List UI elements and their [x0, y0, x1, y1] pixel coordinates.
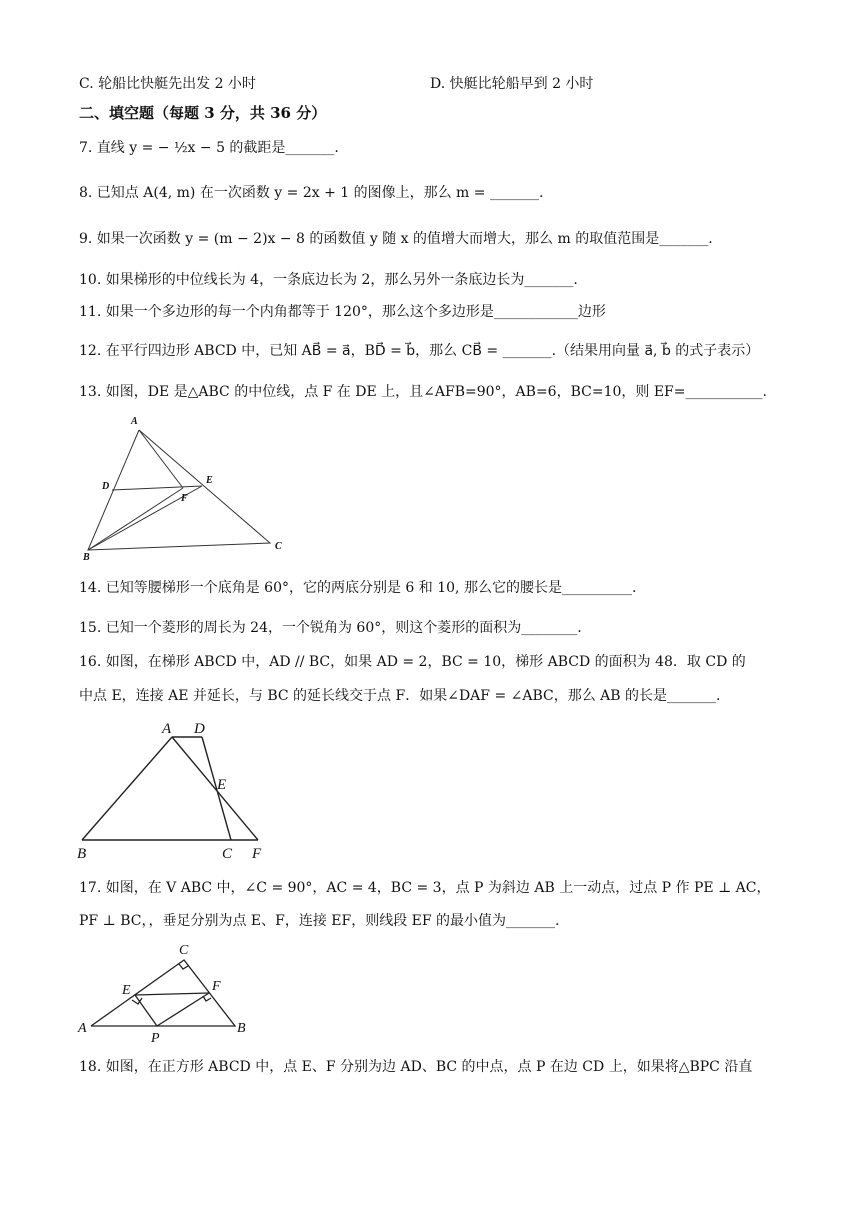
question-11: 11. 如果一个多边形的每一个内角都等于 120°，那么这个多边形是____________边形	[79, 304, 606, 320]
question-9: 9. 如果一次函数 y = (m − 2)x − 8 的函数值 y 随 x 的值增大而增大，那么 m 的取值范围是_______.	[79, 231, 713, 247]
option-d: D. 快艇比轮船早到 2 小时	[430, 76, 594, 92]
question-17-line-1: 17. 如图，在 V ABC 中，∠C = 90°，AC = 4，BC = 3，点 P 为斜边 AB 上一动点，过点 P 作 PE ⊥ AC，	[79, 880, 771, 896]
question-16-line-1: 16. 如图，在梯形 ABCD 中，AD // BC，如果 AD = 2，BC = 10，梯形 ABCD 的面积为 48．取 CD 的	[79, 654, 746, 670]
option-c: C. 轮船比快艇先出发 2 小时	[79, 76, 256, 92]
label-P: P	[151, 1031, 160, 1046]
label-A: A	[162, 721, 172, 737]
figure-q16-trapezoid	[72, 715, 282, 865]
question-16-line-2: 中点 E，连接 AE 并延长，与 BC 的延长线交于点 F．如果∠DAF = ∠ABC，那么 AB 的长是_______.	[79, 688, 721, 704]
label-F: F	[212, 979, 221, 994]
question-7: 7. 直线 y = − ½x − 5 的截距是_______.	[79, 140, 339, 156]
question-15: 15. 已知一个菱形的周长为 24，一个锐角为 60°，则这个菱形的面积为________.	[79, 620, 582, 636]
question-13: 13. 如图，DE 是△ABC 的中位线，点 F 在 DE 上，且∠AFB=90°，AB=6，BC=10，则 EF=___________.	[79, 384, 767, 400]
label-D: D	[194, 721, 205, 737]
question-10: 10. 如果梯形的中位线长为 4，一条底边长为 2，那么另外一条底边长为_______.	[79, 272, 578, 288]
label-C: C	[179, 943, 189, 958]
label-B: B	[83, 552, 90, 562]
question-8: 8. 已知点 A(4, m) 在一次函数 y = 2x + 1 的图像上，那么 m = _______.	[79, 185, 544, 201]
label-C: C	[222, 846, 233, 862]
question-18: 18. 如图，在正方形 ABCD 中，点 E、F 分别为边 AD、BC 的中点，点 P 在边 CD 上，如果将△BPC 沿直	[79, 1059, 753, 1075]
label-A: A	[78, 1021, 87, 1036]
section-title: 二、填空题（每题 3 分，共 36 分）	[79, 104, 327, 122]
label-E: E	[217, 777, 227, 793]
label-E: E	[122, 983, 131, 998]
question-17-line-2: PF ⊥ BC，，垂足分别为点 E、F，连接 EF，则线段 EF 的最小值为_______.	[79, 913, 560, 929]
question-12: 12. 在平行四边形 ABCD 中，已知 AB⃗ = a⃗，BD⃗ = b⃗，那么 CB⃗ = _______.（结果用向量 a⃗, b⃗ 的式子表示）	[79, 343, 760, 359]
label-F: F	[181, 493, 188, 504]
label-B: B	[77, 846, 87, 862]
label-E: E	[206, 475, 213, 486]
label-D: D	[102, 481, 110, 492]
label-B: B	[237, 1021, 246, 1036]
figure-q17-right-triangle	[75, 938, 265, 1048]
label-C: C	[275, 541, 282, 552]
label-A: A	[131, 416, 138, 427]
question-14: 14. 已知等腰梯形一个底角是 60°，它的两底分别是 6 和 10, 那么它的腰长是__________.	[79, 580, 637, 596]
figure-q13-triangle	[78, 412, 298, 562]
label-F: F	[252, 846, 262, 862]
